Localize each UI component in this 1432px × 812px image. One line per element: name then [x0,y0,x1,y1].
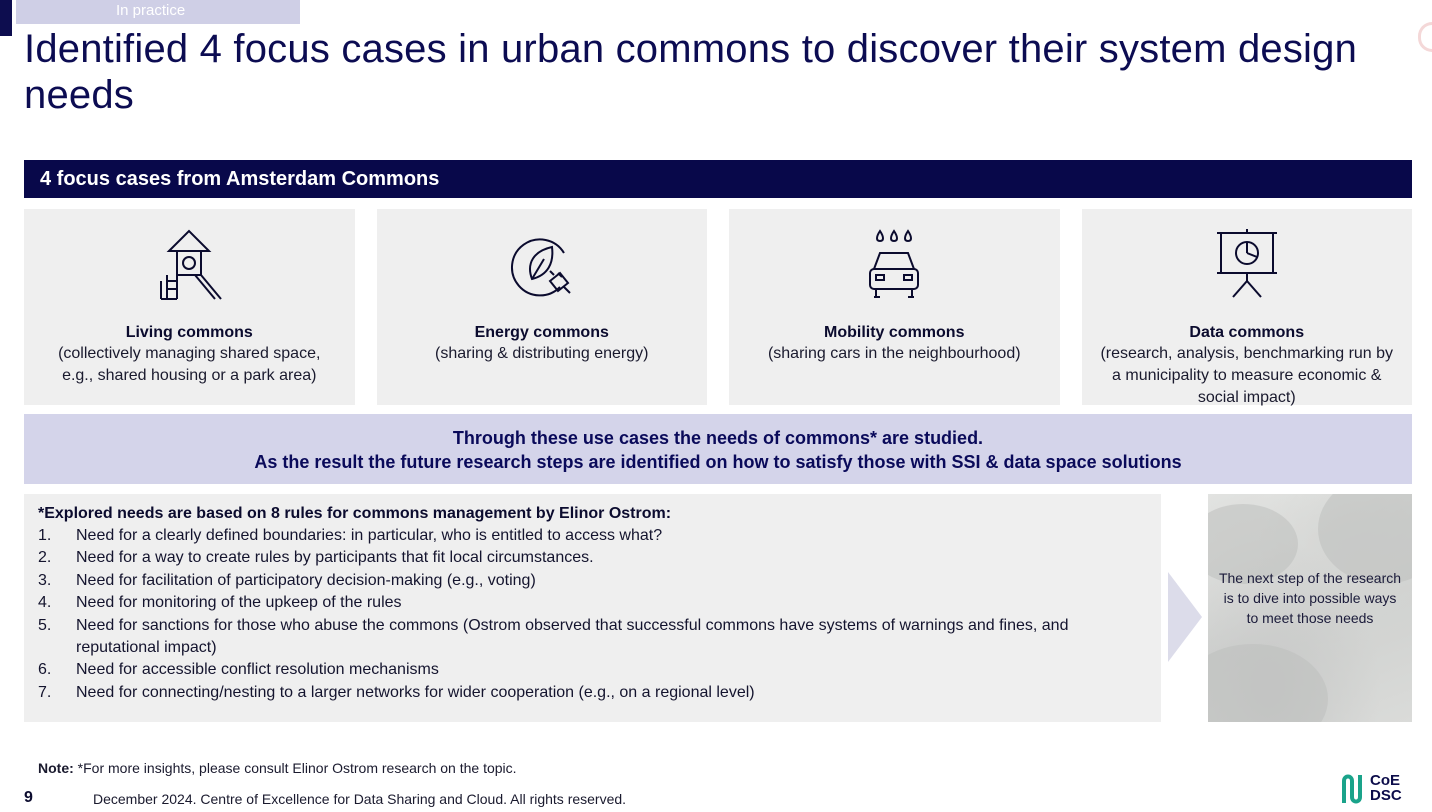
list-item-text: Need for facilitation of participatory decision-making (e.g., voting) [76,571,536,589]
section-tag-bar [0,0,12,36]
list-item [38,525,1161,547]
next-step-panel [1208,494,1412,722]
studied-line-2: As the result the future research steps are identified on how to satisfy those with SSI & data space solutions [254,452,1182,472]
list-item-number: 7. [38,683,52,701]
footnote [38,760,517,776]
case-title: Energy commons [474,324,609,341]
list-item-text: Need for a way to create rules by participants that fit local circumstances. [76,549,594,567]
section-tag-label: In practice [116,2,186,19]
case-description: (research, analysis, benchmarking run by a municipality to measure economic & social impact) [1100,345,1394,406]
logo-mark-icon [1340,771,1366,805]
playground-icon [147,227,231,303]
logo-text-line-2: DSC [1370,787,1402,804]
case-card-energy [377,209,708,405]
stone-image-decoration [1208,644,1328,722]
needs-panel [24,494,1161,722]
focus-cases-header: 4 focus cases from Amsterdam Commons [24,160,1412,198]
list-item [38,659,1161,681]
list-item-number: 2. [38,549,52,567]
presentation-chart-icon [1205,227,1289,303]
copyright-text: December 2024. Centre of Excellence for Data Sharing and Cloud. All rights reserved. [93,791,627,807]
list-item-text: Need for a clearly defined boundaries: in particular, who is entitled to access what? [76,527,663,544]
list-item-text: Need for sanctions for those who abuse the commons (Ostrom observed that successful commons have systems of warnings and fines, and reputational impact) [76,616,1069,657]
corner-logo-fragment [1418,22,1432,52]
coe-dsc-logo [1340,768,1420,808]
case-card-data [1082,209,1413,405]
case-description: (sharing & distributing energy) [435,345,649,362]
list-item [38,547,1161,569]
focus-cases-row [24,209,1412,405]
case-description: (sharing cars in the neighbourhood) [767,345,1021,362]
list-item-number: 3. [38,571,52,589]
list-item-text: Need for accessible conflict resolution mechanisms [76,661,439,679]
page-number: 9 [24,789,33,806]
page-title: Identified 4 focus cases in urban commons to discover their system design needs [24,27,1358,117]
list-item-text: Need for monitoring of the upkeep of the rules [76,594,402,612]
footnote-label: Note: [38,760,74,776]
logo-text-line-1: CoE [1370,772,1400,789]
needs-heading: *Explored needs are based on 8 rules for commons management by Elinor Ostrom: [38,505,672,522]
studied-line-1: Through these use cases the needs of commons* are studied. [452,428,984,448]
section-tag [16,0,300,24]
list-item [38,592,1161,614]
list-item-number: 6. [38,661,52,679]
case-title: Mobility commons [824,324,965,341]
list-item-number: 1. [38,527,52,544]
footnote-text: *For more insights, please consult Elinor Ostrom research on the topic. [73,760,517,776]
list-item-number: 4. [38,594,52,612]
list-item [38,682,1161,704]
case-title: Living commons [125,324,253,341]
chevron-right-icon [1168,572,1202,662]
list-item [38,615,1161,660]
list-item [38,570,1161,592]
case-title: Data commons [1189,324,1305,341]
list-item-text: Need for connecting/nesting to a larger networks for wider cooperation (e.g., on a regional level) [76,683,755,701]
studied-banner [24,414,1412,484]
case-card-living [24,209,355,405]
next-step-text: The next step of the research is to dive into possible ways to meet those needs [1218,570,1402,626]
list-item-number: 5. [38,616,52,634]
car-sharing-icon [852,227,936,303]
case-description: (collectively managing shared space, e.g., shared housing or a park area) [58,345,321,384]
case-card-mobility [729,209,1060,405]
needs-list [38,525,1161,704]
energy-leaf-plug-icon [500,227,584,303]
